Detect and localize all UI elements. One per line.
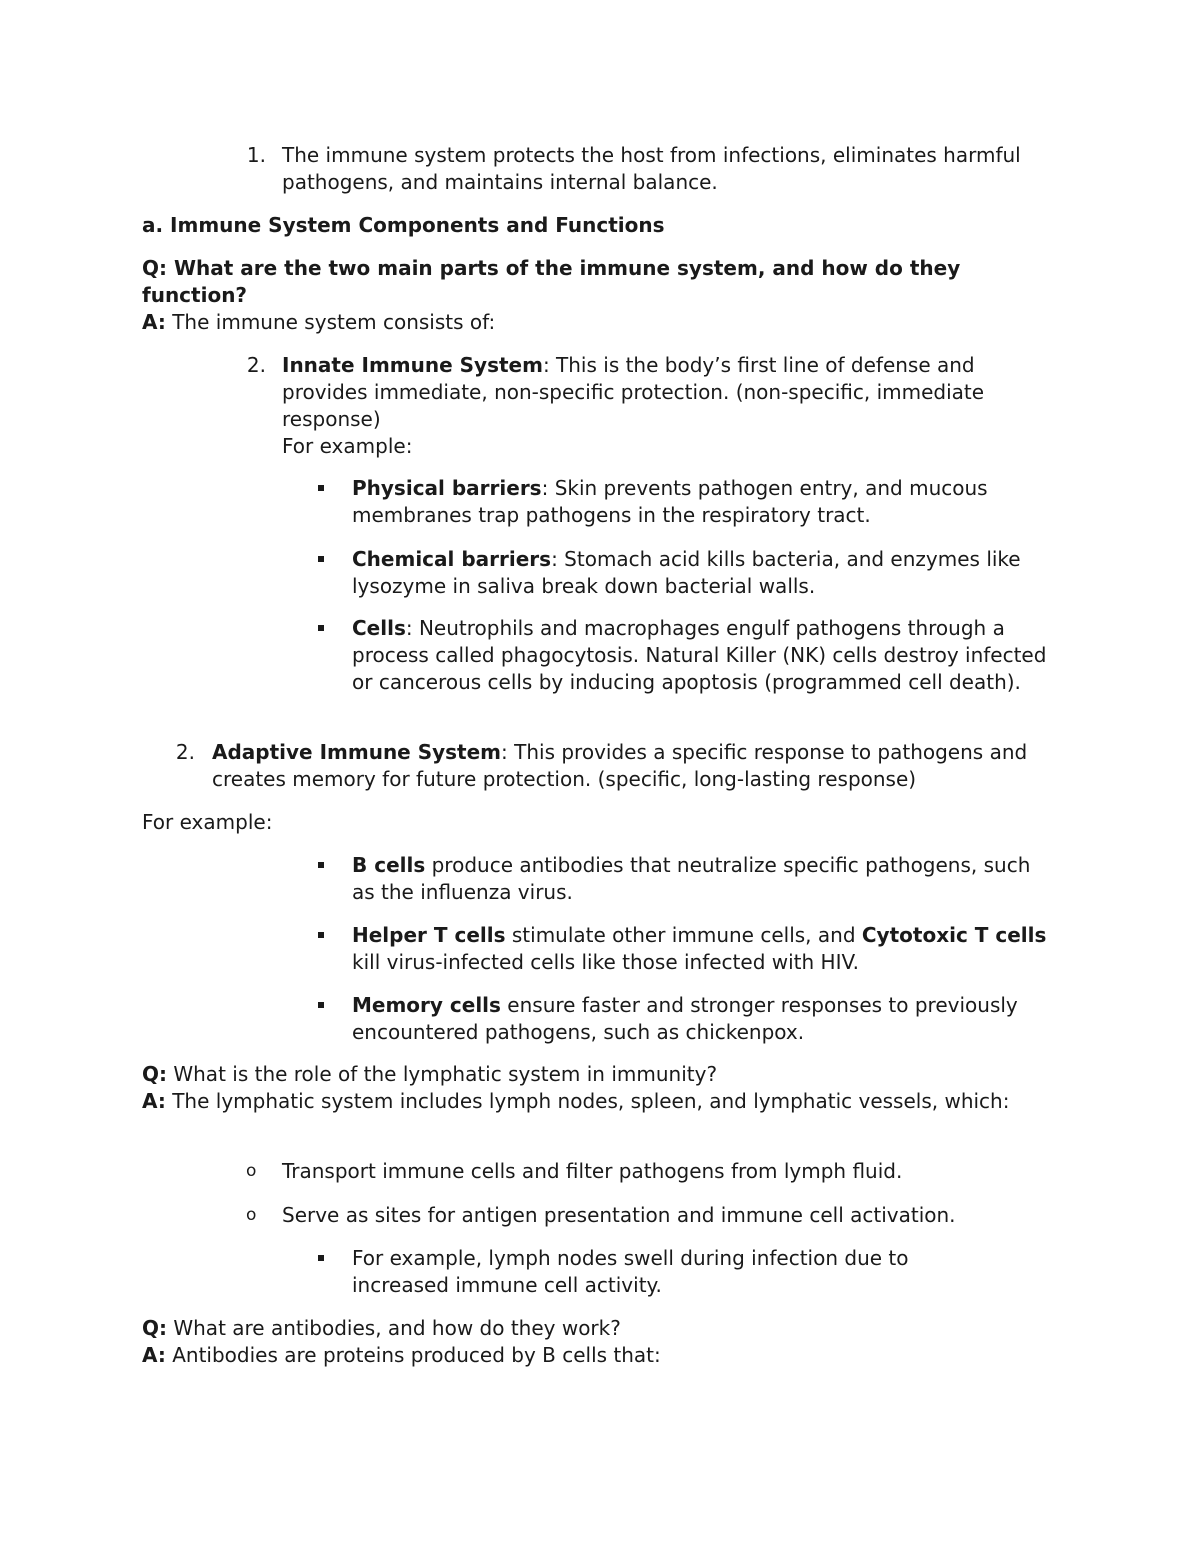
example-title: B cells [352, 853, 426, 877]
adaptive-example-b-cells [352, 852, 1052, 906]
adaptive-text: : This provides a specific response to pathogens and creates memory for future protection. (specific, long-lasting response) [212, 740, 1028, 791]
circle-bullet-icon: o [246, 1205, 257, 1225]
intro-paragraph: The immune system protects the host from infections, eliminates harmful pathogens, and maintains internal balance. [282, 143, 1021, 194]
adaptive-example-memory [352, 992, 1052, 1046]
example-text: ensure faster and stronger responses to previously encountered pathogens, such as chickenpox. [352, 993, 1018, 1044]
answer-text: The immune system consists of: [172, 310, 496, 334]
answer-1 [142, 309, 1042, 336]
question-text: What are the two main parts of the immune system, and how do they function? [142, 256, 961, 307]
list-number-2: 2. [246, 353, 266, 377]
q-label: Q: [142, 1062, 167, 1086]
example-title: Memory cells [352, 993, 501, 1017]
example-text: : Neutrophils and macrophages engulf pathogens through a process called phagocytosis. Natural Killer (NK) cells destroy infected or cancerous cells by inducing apoptosis (programmed cell death). [352, 616, 1047, 694]
lymph-sub-point: For example, lymph nodes swell during infection due to increased immune cell activity. [352, 1246, 909, 1297]
circle-bullet-icon: o [246, 1161, 257, 1181]
q-label: Q: [142, 256, 167, 280]
example-text: stimulate other immune cells, and [505, 923, 862, 947]
square-bullet-icon [318, 1002, 324, 1008]
square-bullet-icon [318, 1255, 324, 1261]
a-label: A: [142, 1343, 166, 1367]
answer-3 [142, 1342, 1042, 1369]
list-number-adaptive: 2. [175, 740, 195, 764]
question-3 [142, 1315, 1042, 1342]
example-text-2: kill virus-infected cells like those infected with HIV. [352, 950, 859, 974]
adaptive-example-label: For example: [142, 810, 273, 834]
innate-example-label: For example: [282, 434, 413, 458]
question-text: What are antibodies, and how do they work? [167, 1316, 621, 1340]
a-label: A: [142, 1089, 166, 1113]
question-text: What is the role of the lymphatic system in immunity? [167, 1062, 718, 1086]
innate-title: Innate Immune System [282, 353, 543, 377]
adaptive-description [212, 739, 1057, 793]
adaptive-example-t-cells [352, 922, 1052, 976]
example-title: Physical barriers [352, 476, 542, 500]
a-label: A: [142, 310, 166, 334]
question-2 [142, 1061, 1042, 1088]
square-bullet-icon [318, 625, 324, 631]
example-text: : Skin prevents pathogen entry, and mucous membranes trap pathogens in the respiratory tract. [352, 476, 988, 527]
lymph-point: Serve as sites for antigen presentation and immune cell activation. [282, 1203, 956, 1227]
square-bullet-icon [318, 485, 324, 491]
section-heading: a. Immune System Components and Functions [142, 213, 665, 237]
example-title: Chemical barriers [352, 547, 552, 571]
answer-text: Antibodies are proteins produced by B cells that: [165, 1343, 661, 1367]
square-bullet-icon [318, 556, 324, 562]
answer-2 [142, 1088, 1032, 1115]
list-number-1: 1. [246, 143, 266, 167]
q-label: Q: [142, 1316, 167, 1340]
innate-example-chemical [352, 546, 1052, 600]
example-title: Helper T cells [352, 923, 506, 947]
adaptive-title: Adaptive Immune System [212, 740, 502, 764]
example-text: : Stomach acid kills bacteria, and enzymes like lysozyme in saliva break down bacterial walls. [352, 547, 1021, 598]
innate-text: : This is the body’s first line of defense and provides immediate, non-specific protection. (non-specific, immediate response) [282, 353, 985, 431]
question-1 [142, 255, 1042, 309]
square-bullet-icon [318, 862, 324, 868]
square-bullet-icon [318, 932, 324, 938]
answer-text: The lymphatic system includes lymph nodes, spleen, and lymphatic vessels, which: [165, 1089, 1010, 1113]
example-text: produce antibodies that neutralize specific pathogens, such as the influenza virus. [352, 853, 1031, 904]
example-title-2: Cytotoxic T cells [861, 923, 1047, 947]
innate-description [282, 352, 1057, 433]
innate-example-physical [352, 475, 1052, 529]
innate-example-cells [352, 615, 1067, 696]
lymph-point: Transport immune cells and filter pathogens from lymph fluid. [282, 1159, 903, 1183]
example-title: Cells [352, 616, 406, 640]
